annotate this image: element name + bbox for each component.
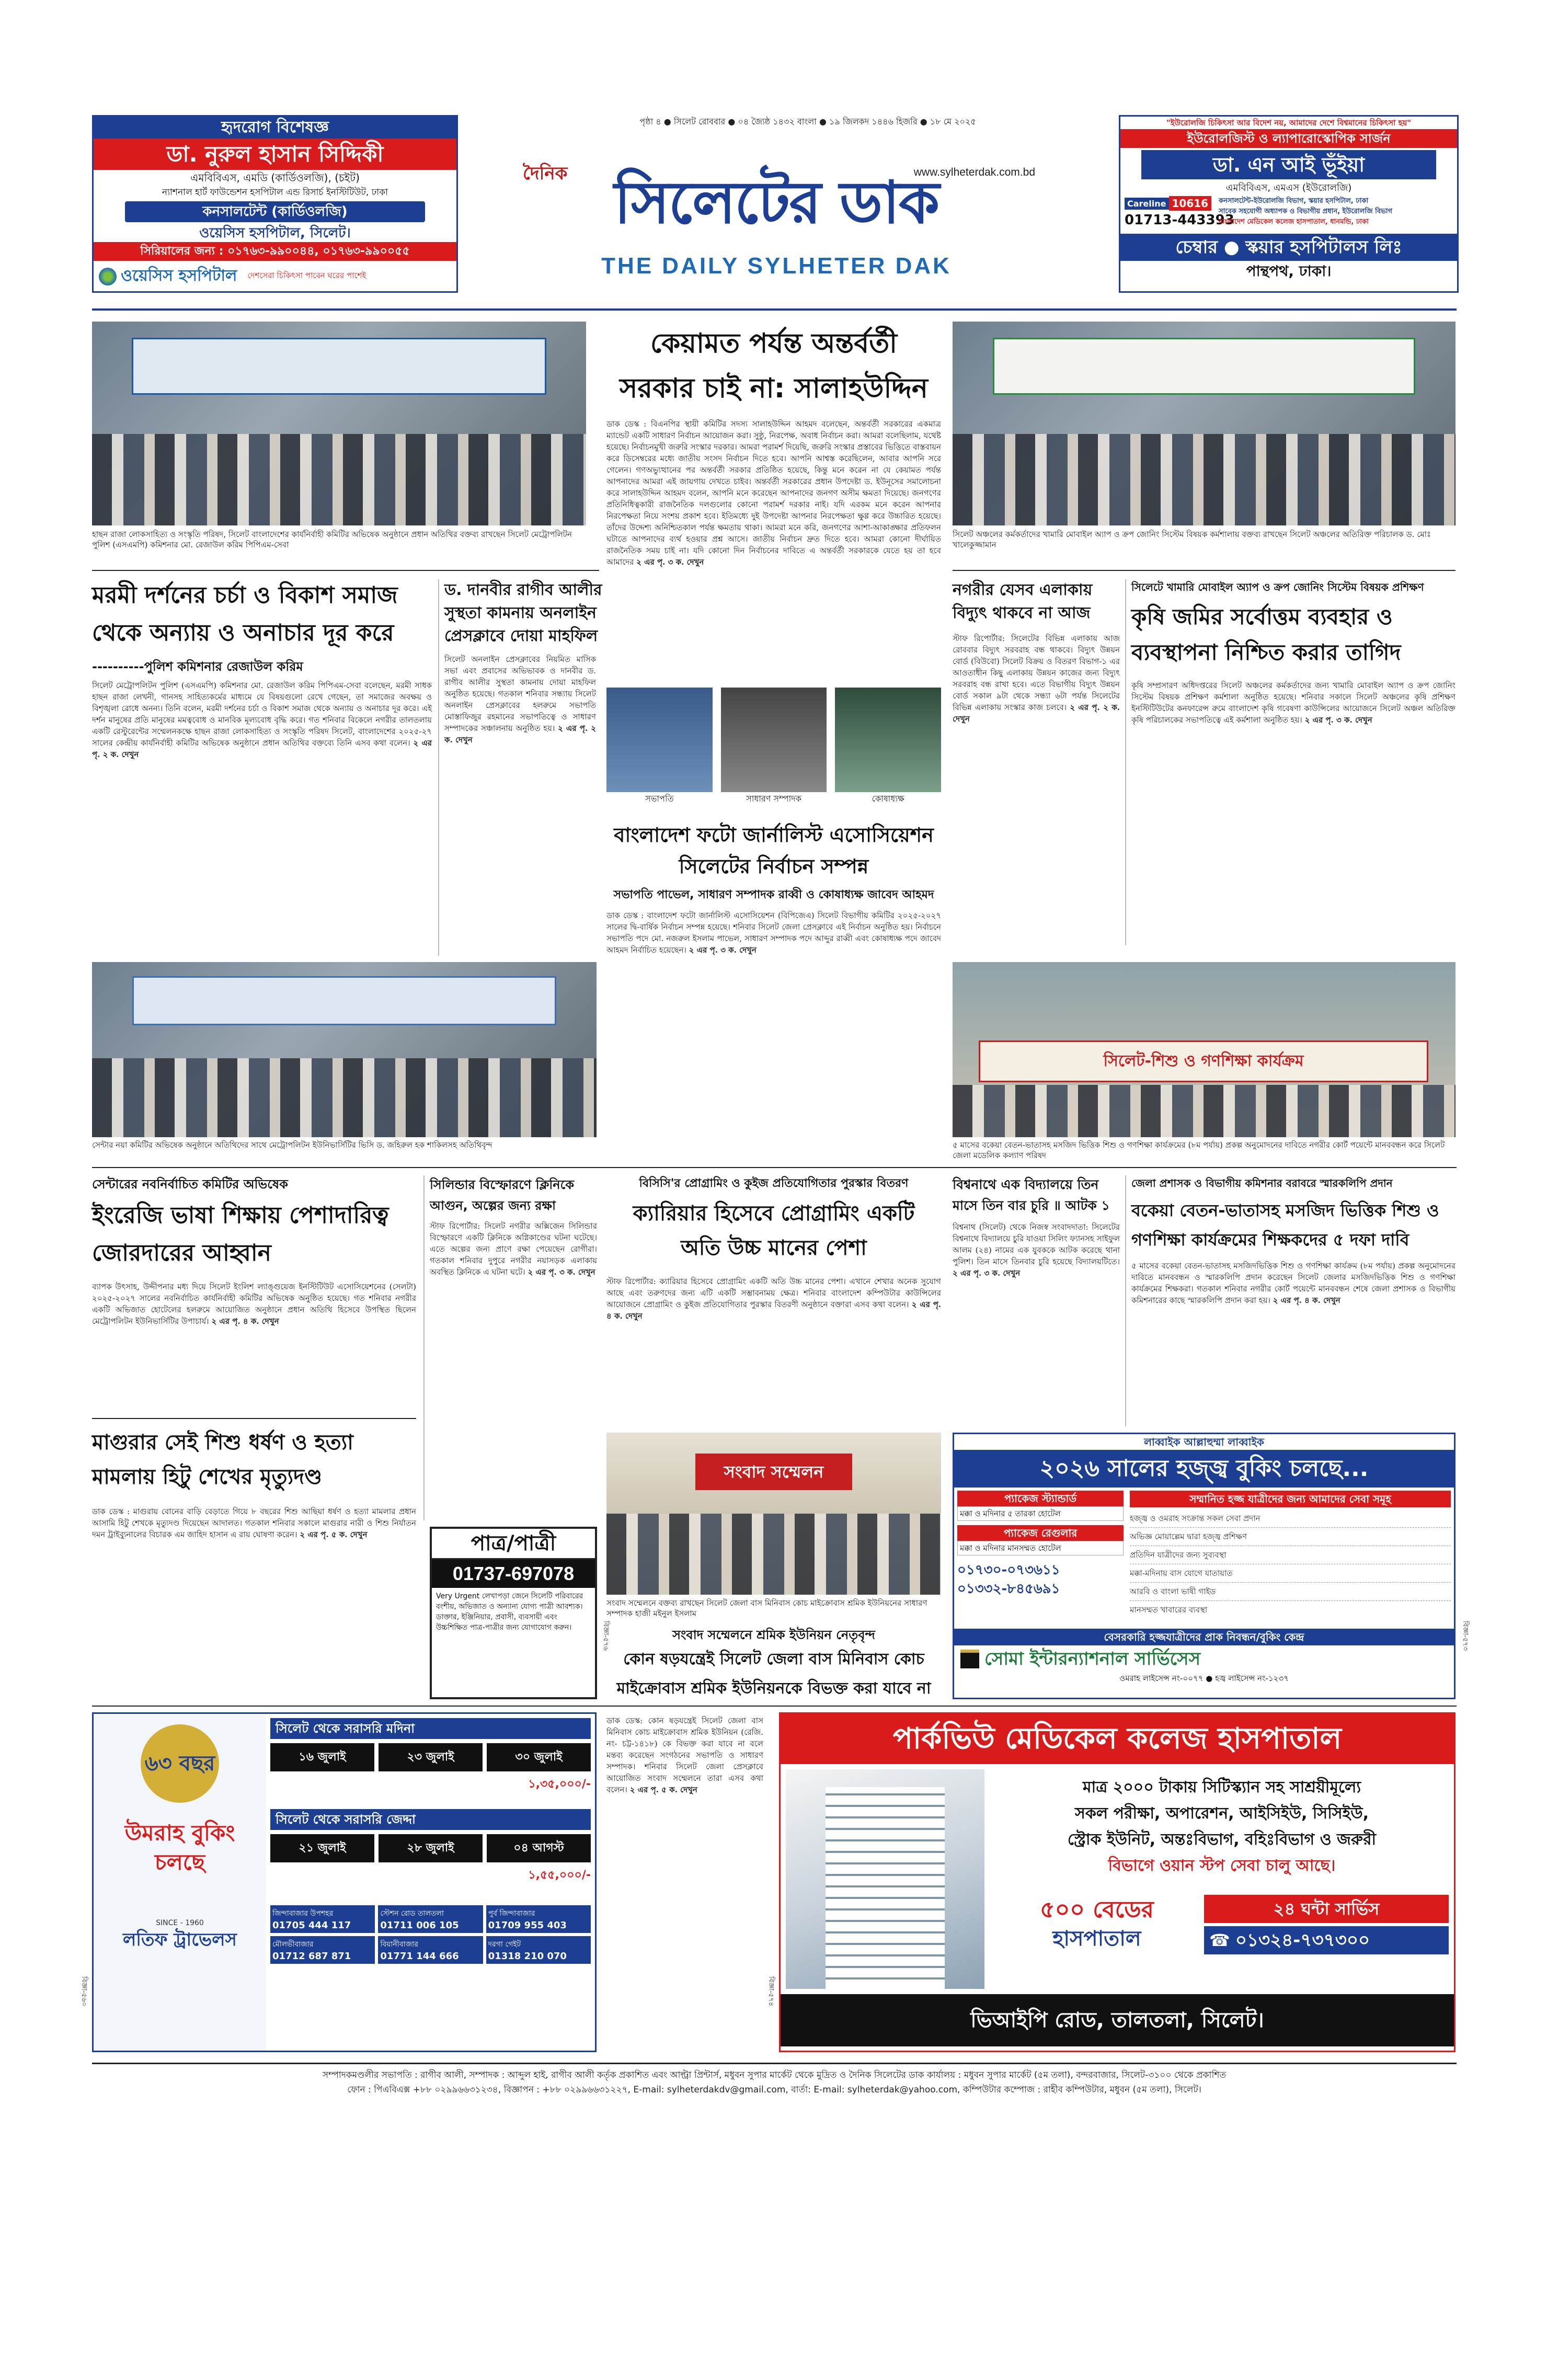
philosophy-byline: ----------পুলিশ কমিশনার রেজাউল করিম [92, 659, 303, 674]
hajj-title: ২০২৬ সালের হজ্জ্ব বুকিং চলছে... [954, 1450, 1454, 1487]
umrah-office [270, 1905, 375, 1933]
pj-continued[interactable]: ২ এর পৃ. ৩ ক. দেখুন [689, 945, 757, 955]
prayer-continued[interactable]: ২ এর পৃ. ২ ক. দেখুন [444, 724, 596, 745]
hajj-service-item: মানসম্মত খাবারের ব্যবস্থা [1130, 1605, 1208, 1615]
prayer-text: সিলেট অনলাইন প্রেসক্লাবের নিয়মিত মাসিক সভা এবং প্রবাসের অভিভাবক ও দানবীর ড. রাগীব আলীর সুস্থতা কামনায় দোয়া মাহফিল অনুষ্ঠিত হয়েছে। গতকাল শনিবার সন্ধ্যায় সিলেট অনলাইন প্রেসক্লাবের হলরুমে সভাপতি মোস্তাফিজুর রহমানের সভাপতিত্বে ও সাধারণ সম্পাদকের সঞ্চালনায় অনুষ্ঠিত হয়। [444, 655, 596, 733]
umrah-office-name: মৌলভীবাজার [272, 1940, 314, 1949]
memo-continued[interactable]: ২ এর পৃ. ৪ ক. দেখুন [1273, 1296, 1340, 1305]
prayer-headline-2: সুস্থতা কামনায় অনলাইন [444, 604, 597, 622]
theft-headline-2: মাসে তিন বার চুরি ॥ আটক ১ [953, 1198, 1110, 1213]
ad-parkview-hospital[interactable] [779, 1712, 1456, 2052]
umrah-date: ২৮ জুলাই [379, 1834, 483, 1862]
theft-continued[interactable]: ২ এর পৃ. ৩ ক. দেখুন [953, 1268, 1021, 1278]
magura-headline-2: মামলায় হিটু শেখের মৃত্যুদণ্ড [92, 1465, 323, 1489]
lead-story-text: ডাক ডেস্ক : বিএনপির স্থায়ী কমিটির সদস্য সালাহউদ্দিন আহমদ বলেছেন, অন্তর্বর্তী সরকারের একমাত্র ম্যান্ডেট একটি সাধারণ নির্বাচন আয়োজন করা। সুষ্ঠু, নিরপেক্ষ, অবাধ নির্বাচন করা। আমরা বলেছিলাম, যথেষ্ট হয়েছে। নির্বাচনমুখী জরুরি সংস্কার দরকার। আমরা পরামর্শ দিয়েছি, জরুরি সংস্কার প্রস্তাবের ভিত্তিতে বাস্তবায়ন করে ডিসেম্বরের মধ্যে জাতীয় সংসদ নির্বাচন দিতে হবে। আপনি আশ্বস্ত করেছিলেন, আবার আপনি সরে গেলেন। গণঅভ্যুত্থানের পর অন্তর্বর্তী সরকার প্রতিষ্ঠিত হয়েছে, কিন্তু মনে করেন না যে কেয়ামত পর্যন্ত আপনাদের আমরা এই জায়গায় দেখতে চাইব। অন্তর্বর্তী সরকারের প্রধান উপদেষ্টা ড. ইউনূসের সমালোচনা করে সালাহউদ্দিন আহমদ বলেন, আপনি মনে করেছেন আপনাদের জনগণ অসীম ক্ষমতা দিয়েছে। জনগণের প্রতিনিধিত্বকারী রাজনৈতিক দলগুলোর কোনো পরামর্শ দরকার নাই। যদি এরকম মনে করেন আপনার নিরপেক্ষতা নিয়ে সংশয় প্রকাশ হবে। ইতিমধ্যে দুই উপদেষ্টা আপনার নিরপেক্ষতা ক্ষুণ্ণ করে উচ্চারিত হয়েছে। তাঁদের উদ্দেশ্য অনিশ্চিতকাল পর্যন্ত ক্ষমতায় থাকা। আমরা মনে করি, জনগণের আশা-আকাঙ্ক্ষার প্রতিফলন ঘটাতে আপনাদের ব্যর্থ হওয়ার প্রশ্ন আসে। জাতীয় নির্বাচন দ্রুত দিতে হবে। আমরা কোনো দীর্ঘায়িত রাজনৈতিক সময় চাই না। যদি কোনো দিন নির্বাচনের দাবিতে এ অন্তর্বর্তী সরকারকে যেতে হয় তা হবে আমাদের [606, 419, 941, 567]
photo-press-conference [606, 1433, 941, 1595]
divider [92, 570, 599, 571]
column-divider [1125, 1175, 1126, 1426]
umrah-office [486, 1905, 591, 1933]
hajj-package2-detail: মক্কা ও মদিনার মানসম্মত হোটেল [957, 1541, 1124, 1555]
umrah-route1: সিলেট থেকে সরাসরি মদিনা [270, 1718, 591, 1739]
urologist-phone[interactable]: 01713-443393 [1125, 212, 1234, 228]
urologist-role1: কনসালটেন্ট-ইউরোলজি বিভাগ, স্কয়ার হসপিটাল, ঢাকা [1219, 197, 1369, 205]
hospital-line2: সকল পরীক্ষা, অপারেশন, আইসিইউ, সিসিইউ, [1075, 1804, 1369, 1823]
column-divider [1125, 579, 1126, 945]
divider [92, 1418, 416, 1419]
phone-icon: ☎ [1209, 1930, 1230, 1950]
photo-hason-raja-caption: হাছন রাজা লোকসাহিত্য ও সংস্কৃতি পরিষদ, সিলেট বাংলাদেশের কার্যনির্বাহী কমিটির অভিষেক অনুষ্ঠানে প্রধান অতিথির বক্তব্য রাখছেন সিলেট মেট্রোপলিটন পুলিশ (এসএমপি) কমিশনার মো. রেজাউল করিম পিপিএম-সেবা [92, 530, 572, 550]
magura-body [92, 1506, 416, 1699]
ad-cardiologist-degrees: এমবিবিএস, এমডি (কার্ডিওলজি), (চইট) [190, 171, 360, 184]
bus-kicker: সংবাদ সম্মেলনে শ্রমিক ইউনিয়ন নেতৃবৃন্দ [672, 1628, 875, 1642]
hajj-license: ওমরাহ লাইসেন্স নং-০০৭৭ ● হজ্ব লাইসেন্স নং-১২৩৭ [1119, 1674, 1289, 1683]
umrah-price-economy: ১,৩৫,০০০/- [528, 1778, 591, 1791]
umrah-ad-id: বিজ্ঞা-৫৬০ [80, 1976, 88, 2007]
photo-teachers-protest [953, 962, 1456, 1137]
umrah-date: ১৬ জুলাই [270, 1743, 374, 1771]
ad-hajj-booking[interactable] [953, 1433, 1456, 1699]
divider [953, 570, 1456, 571]
agri-text: কৃষি সম্প্রসারণ অধিদপ্তরের সিলেট অঞ্চলের কর্মকর্তাদের জন্য খামারি মোবাইল অ্যাপ ও ক্রপ জোনিং সিস্টেম বিষয়ক প্রশিক্ষণ কর্মশালা অনুষ্ঠিত হয়েছে। শনিবার সকালে সিলেট অঞ্চলের কৃষি প্রশিক্ষণ ইনস্টিটিউটের কনফারেন্স রুমে বাংলাদেশ কৃষি গবেষণা কাউন্সিলের আয়োজনে সিলেট অঞ্চল অতিরিক্ত কৃষি পরিচালকের সভাপতিত্বে এই কর্মশালা অনুষ্ঠিত হয়। [1131, 681, 1456, 725]
ad-cardiologist-institute: ন্যাশনাল হার্ট ফাউন্ডেশন হসপিটাল এন্ড রিসার্চ ইনস্টিটিউট, ঢাকা [162, 187, 388, 198]
english-kicker: সেন্টারের নবনির্বাচিত কমিটির অভিষেক [92, 1177, 288, 1192]
urologist-role2: সাবেক সহযোগী অধ্যাপক ও বিভাগীয় প্রধান, ইউরোলজি বিভাগ [1219, 208, 1393, 215]
photo-teachers-caption: ৫ মাসের বকেয়া বেতন-ভাতাসহ মসজিদ ভিত্তিক শিশু ও গণশিক্ষা কার্যক্রমের (৮ম পর্যায়) প্রকল্প অনুমোদনের দাবিতে নগরীর কোর্ট পয়েন্টে মানববন্ধন করে সিলেট জেলা মডেলিক কল্যাণ পরিষদ [953, 1140, 1445, 1160]
umrah-office [270, 1936, 375, 1964]
hajj-service-item: অভিজ্ঞ মোয়াল্লেম দ্বারা হজ্জ্ব প্রশিক্ষণ [1130, 1528, 1451, 1546]
pj-text: ডাক ডেস্ক : বাংলাদেশ ফটো জার্নালিস্ট এসোসিয়েশন (বিপিজেএ) সিলেট বিভাগীয় কমিটির ২০২৫-২০২৭ সালের দ্বি-বার্ষিক নির্বাচন সম্পন্ন হয়েছে। শনিবার সিলেট জেলা প্রেসক্লাবে এই নির্বাচন অনুষ্ঠিত হয়। নির্বাচনে সভাপতি পদে মো. নজরুল ইসলাম পাভেল, সাধারণ সম্পাদক পদে আব্দুর রাব্বী এবং কোষাধ্যক্ষ পদে জাবেদ আহমদ নির্বাচিত হয়েছেন। [606, 911, 941, 955]
memo-headline-2: গণশিক্ষা কার্যক্রমের শিক্ষকদের ৫ দফা দাবি [1131, 1230, 1410, 1250]
masthead [0, 0, 1547, 314]
footer-rule [92, 2063, 1457, 2064]
photo-press-caption: সংবাদ সম্মেলনে বক্তব্য রাখছেন সিলেট জেলা বাস মিনিবাস কোচ মাইক্রোবাস শ্রমিক ইউনিয়নের সাধারণ সম্পাদক হাজী মইনুল ইসলাম [606, 1598, 927, 1618]
umrah-date: ২১ জুলাই [270, 1834, 374, 1862]
philosophy-text: সিলেট মেট্রোপলিটন পুলিশ (এসএমপি) কমিশনার মো. রেজাউল করিম পিপিএম-সেবা বলেছেন, মরমী সাধক হাছন রাজা লেখনী, গানসহ সাহিত্যকর্মের মাধ্যমে যে বিষয়গুলো রেখে গেছেন, তা সমাজের অবক্ষয় ও বিশৃঙ্খলা রোধে অনন্য। তিনি বলেন, মরমী দর্শনের চর্চা ও বিকাশ সমাজ থেকে অন্যায় ও অনাচার দূর করে। এই দর্শন মানুষের প্রতি মানুষের মমত্ববোধ ও মানবিক মূল্যবোধ বৃদ্ধি করে। গত শনিবার বিকেলে নগরীর তালতলায় একটি রেস্টুরেন্টের সম্মেলনকক্ষে হাছন রাজা লোকসাহিত্য ও সংস্কৃতি পরিষদ সিলেট, বাংলাদেশের ২০২৫-২৭ সালের কেন্দ্রীয় কার্যনির্বাহী কমিটির অভিষেক অনুষ্ঠানে প্রধান অতিথির বক্তব্যে তিনি এসব কথা বলেন। [92, 681, 432, 748]
photo-selta-event [92, 962, 597, 1137]
pj-headline-1: বাংলাদেশ ফটো জার্নালিস্ট এসোসিয়েশন [614, 823, 934, 846]
clinic-continued[interactable]: ২ এর পৃ. ৩ ক. দেখুন [528, 1267, 595, 1277]
clinic-headline-2: আগুন, অল্পের জন্য রক্ষা [430, 1198, 556, 1213]
masthead-rule [92, 308, 1457, 311]
programming-text: স্টাফ রিপোর্টার: ক্যারিয়ার হিসেবে প্রোগ্রামিং একটি অতি উচ্চ মানের পেশা। এখানে শেখার অনেক সুযোগ আছে এবং তরুণদের জন্য এটি একটি সম্ভাবনাময় ক্ষেত্র। শনিবার বাংলাদেশ কম্পিউটার কাউন্সিলের আয়োজনে প্রোগ্রামিং ও কুইজ প্রতিযোগিতার পুরস্কার বিতরণী অনুষ্ঠানে বক্তারা এসব কথা বলেন। [606, 1277, 941, 1309]
umrah-title: উমরাহ বুকিং চলছে [124, 1820, 235, 1875]
umrah-office-name: দরগা গেইট [488, 1940, 521, 1949]
umrah-office-name: জিন্দাবাজার উপশহর [272, 1909, 334, 1918]
agri-kicker: সিলেটে খামারি মোবাইল অ্যাপ ও ক্রপ জোনিং সিস্টেম বিষয়ক প্রশিক্ষণ [1131, 581, 1424, 593]
power-body [953, 633, 1120, 946]
umrah-years-badge: ৬৩ বছর [141, 1724, 219, 1803]
hajj-company: সোমা ইন্টারন্যাশনাল সার্ভিসেস [984, 1649, 1201, 1669]
footer-imprint: সম্পাদকমণ্ডলীর সভাপতি : রাগীব আলী, সম্পাদক : আব্দুল হাই, রাগীব আলী কর্তৃক প্রকাশিত এবং আল্ট্রা প্রিন্টার্স, মধুবন সুপার মার্কেট থেকে মুদ্রিত ও দৈনিক সিলেটের ডাক কার্যালয় : মধুবন সুপার মার্কেট (৫ম তলা), বন্দরবাজার, সিলেট-৩১০০ থেকে প্রকাশিত [322, 2070, 1227, 2080]
theft-text: বিশ্বনাথ (সিলেট) থেকে নিজস্ব সংবাদদাতা: সিলেটের বিশ্বনাথে বিদ্যালয়ে চুরি যাওয়া সিলিং ফ্যানসহ সাইফুল আলম (২৪) নামের এক যুবককে আটক করেছে থানা পুলিশ। তিন মাসে তিনবার চুরি হয়েছে বিদ্যালয়টিতে। [953, 1222, 1120, 1266]
english-text: ব্যাপক উৎসাহ, উদ্দীপনার মধ্য দিয়ে সিলেট ইংলিশ ল্যাঙ্গুয়েজ ইনস্টিটিউট এসোসিয়েশনের (সেলটা) ২০২৫-২০২৭ সালের নবনির্বাচিত কার্যনির্বাহী কমিটির অভিষেক অনুষ্ঠিত হয়েছে। গত শনিবার নগরীর একটি অভিজাত হোটেলের হলরুমে আয়োজিত অনুষ্ঠানে প্রধান অতিথি হিসেবে উপস্থিত ছিলেন মেট্রোপলিটন ইউনিভার্সিটির উপাচার্য। [92, 1282, 416, 1326]
bus-headline-1: কোন ষড়যন্ত্রেই সিলেট জেলা বাস মিনিবাস কোচ [623, 1650, 924, 1668]
bus-text: ডাক ডেস্ক: কোন ষড়যন্ত্রেই সিলেট জেলা বাস মিনিবাস কোচ মাইক্রোবাস শ্রমিক ইউনিয়ন (রেজি. নং- চট্ট-১৪১৮) কে বিভক্ত করা যাবে না বলে মন্তব্য করেছেন সংগঠনের সভাপতি ও সাধারণ সম্পাদক। শনিবার সিলেট জেলা প্রেসক্লাবে আয়োজিত সংবাদ সম্মেলনে তারা এসব কথা বলেন। [606, 1716, 763, 1794]
philosophy-continued[interactable]: ২ এর পৃ. ২ ক. দেখুন [92, 738, 432, 759]
photo-agri-caption: সিলেট অঞ্চলের কর্মকর্তাদের খামারি মোবাইল অ্যাপ ও ক্রপ জোনিং সিস্টেম বিষয়ক কর্মশালায় বক্তব্য রাখছেন সিলেট অঞ্চলের অতিরিক্ত পরিচালক ড. মোঃ খালেকুজ্জামান [953, 530, 1431, 550]
memo-headline-1: বকেয়া বেতন-ভাতাসহ মসজিদ ভিত্তিক শিশু ও [1131, 1200, 1439, 1220]
umrah-office-phone[interactable]: 01705 444 117 [272, 1920, 351, 1931]
umrah-office [378, 1905, 483, 1933]
oasis-logo-icon [99, 268, 117, 285]
hospital-phone[interactable]: ০১৩২৪-৭৩৭৩০০ [1235, 1930, 1370, 1951]
agri-continued[interactable]: ২ এর পৃ. ৩ ক. দেখুন [1304, 715, 1372, 725]
logo-small-word: দৈনিক [523, 163, 568, 184]
prayer-headline-3: প্রেসক্লাবে দোয়া মাহফিল [444, 627, 598, 645]
hajj-package1-title: প্যাকেজ স্ট্যান্ডার্ড [957, 1491, 1124, 1506]
pj-headline-2: সিলেটের নির্বাচন সম্পন্ন [679, 855, 869, 878]
clinic-headline-1: সিলিন্ডার বিস্ফোরণে ক্লিনিকে [430, 1177, 575, 1192]
careline-label: Careline [1125, 198, 1169, 210]
programming-headline-2: অতি উচ্চ মানের পেশা [681, 1236, 867, 1260]
portrait-label: কোষাধ্যক্ষ [872, 794, 904, 804]
portrait-treasurer [835, 688, 941, 792]
hajj-tagline: বেসরকারি হজ্জযাত্রীদের প্রাক নিবন্ধন/বুকিং কেন্দ্র [954, 1629, 1454, 1645]
umrah-date: ২৩ জুলাই [379, 1743, 483, 1771]
portrait-label: সাধারণ সম্পাদক [746, 794, 801, 804]
umrah-office-name: পুর্ব জিন্দাবাজার [488, 1909, 535, 1918]
classified-title: পাত্র/পাত্রী [432, 1529, 595, 1560]
press-ad-id: বিজ্ঞা-৫৭৪ [767, 1976, 775, 2007]
hospital-line4: বিভাগে ওয়ান স্টপ সেবা চালু আছে। [1108, 1857, 1336, 1875]
pj-body [606, 910, 941, 1135]
photo-agri-workshop [953, 322, 1456, 525]
prayer-headline-1: ড. দানবীর রাগীব আলীর [444, 581, 602, 599]
hajj-service-item: মক্কা-মদিনায় বাস যোগে যাতায়াত [1130, 1564, 1451, 1583]
hajj-phone2[interactable]: ০১৩৩২-৮৪৫৬৯১ [957, 1581, 1060, 1597]
lead-headline-1: কেয়ামত পর্যন্ত অন্তর্বর্তী [650, 328, 898, 359]
magura-text: ডাক ডেস্ক : মাগুরায় বোনের বাড়ি বেড়াতে গিয়ে ৮ বছরের শিশু আছিয়া ধর্ষণ ও হত্যা মামলার প্রধান আসামি হিটু শেখকে মৃত্যুদণ্ড দিয়েছেন আদালত। গতকাল শনিবার সকালে মাগুরার নারী ও শিশু নির্যাতন দমন ট্রাইব্যুনালের বিচারক এম জাহিদ হাসান এ রায় ঘোষণা করেন। [92, 1507, 416, 1539]
umrah-office-phone[interactable]: 01771 144 666 [380, 1951, 459, 1962]
hajj-top: লাব্বাইক আল্লাহুম্মা লাব্বাইক [1144, 1436, 1264, 1448]
umrah-date: ৩০ জুলাই [487, 1743, 591, 1771]
power-headline-2: বিদ্যুৎ থাকবে না আজ [953, 604, 1091, 622]
prayer-body [444, 654, 596, 952]
ad-urologist-heading: ইউরোলজিস্ট ও ল্যাপারোস্কোপিক সার্জন [1120, 129, 1457, 148]
power-text: স্টাফ রিপোর্টার: সিলেটের বিভিন্ন এলাকায় আজ রোববার বিদ্যুৎ সরবরাহ বন্ধ থাকবে। বিদ্যুৎ উন্নয়ন বোর্ড (বিউবো) সিলেট বিক্রয় ও বিতরণ বিভাগ-১ এর আওতাধীন কিছু এলাকায় উন্নয়ন কাজের জন্য বিদ্যুৎ সরবরাহ বন্ধ রাখা হবে। এতে বিভাগীয় বিদ্যুৎ উন্নয়ন বোর্ড সকাল ৯টা থেকে সন্ধ্যা ৬টা পর্যন্ত সিলেটের বিভিন্ন এলাকায় সংস্কার কাজ চলবে। [953, 634, 1120, 712]
hajj-service-item: আরবি ও বাংলা ভাষী গাইড [1130, 1583, 1451, 1601]
ad-urologist-doctor: ডা. এন আই ভূঁইয়া [1141, 150, 1436, 179]
magura-continued[interactable]: ২ এর পৃ. ৫ ক. দেখুন [300, 1530, 368, 1539]
oasis-logo-text: ওয়েসিস হসপিটাল [121, 267, 237, 285]
umrah-office [378, 1936, 483, 1964]
ad-umrah-booking[interactable] [92, 1712, 597, 2052]
umrah-since: SINCE - 1960 [156, 1919, 204, 1927]
hospital-line1: মাত্র ২০০০ টাকায় সিটিস্ক্যান সহ সাশ্রয়ীমূল্যে [1082, 1778, 1361, 1797]
programming-kicker: বিসিসি'র প্রোগ্রামিং ও কুইজ প্রতিযোগিতার পুরস্কার বিতরণ [639, 1177, 909, 1190]
memo-body [1131, 1260, 1456, 1427]
agri-body [1131, 680, 1456, 941]
ad-cardiologist[interactable] [92, 115, 458, 293]
footer-contact: ফোন : পিএবিএক্স +৮৮ ০২৯৯৬৬৩১২৩৪, বিজ্ঞাপন : +৮৮ ০২৯৯৬৬৩১২২৭, E-mail: sylheterdakdv@gmail.com, বার্তা: E-mail: sylheterdak@yahoo.com, কম্পিউটার কম্পোজ : রাহীব কম্পিউটার, মধুবন (৫ম তলা), সিলেট। [347, 2085, 1201, 2095]
english-body [92, 1281, 416, 1412]
umrah-office-phone[interactable]: 01709 955 403 [488, 1920, 567, 1931]
hospital-title: পার্কভিউ মেডিকেল কলেজ হাসপাতাল [781, 1714, 1454, 1764]
portrait-general-secretary [721, 688, 827, 792]
umrah-office-name: স্টেশন রোড তালতলা [380, 1909, 444, 1918]
ad-urologist[interactable] [1119, 115, 1459, 293]
hospital-service: ২৪ ঘন্টা সার্ভিস [1204, 1895, 1449, 1923]
lead-headline-2: সরকার চাই না: সালাহউদ্দিন [620, 373, 928, 404]
hajj-phone1[interactable]: ০১৭৩০-০৭৩৬১১ [957, 1562, 1060, 1578]
clinic-body [430, 1220, 597, 1513]
column-divider [438, 579, 439, 956]
theft-body [953, 1221, 1120, 1431]
hajj-ad-id: বিজ্ঞা-৫৭৩ [1461, 1621, 1469, 1651]
hajj-service-item: প্রতিদিন যাত্রীদের জন্য সুব্যবস্থা [1130, 1546, 1451, 1564]
power-continued[interactable]: ২ এর পৃ. ২ ক. দেখুন [953, 703, 1120, 724]
divider [92, 1706, 1457, 1707]
memo-text: ৫ মাসের বকেয়া বেতন-ভাতাসহ মসজিদভিত্তিক শিশু ও গণশিক্ষা কার্যক্রম (৮ম পর্যায়) প্রকল্প অনুমোদনের দাবিতে মানববন্ধন ও স্মারকলিপি প্রদান করেছেন সিলেট জেলার মসজিদভিত্তিক শিশু ও গণশিক্ষা কার্যক্রমের শিক্ষকরা। গতকাল শনিবার নগরীর কোর্ট পয়েন্টে মানববন্ধন শেষে জেলা প্রশাসক ও বিভাগীয় কমিশনারের কাছে স্মারকলিপি প্রদান করা হয়। [1131, 1261, 1456, 1305]
ad-cardiologist-role: কনসালটেন্ট (কার্ডিওলজি) [125, 201, 425, 222]
umrah-price-standard: ১,৫৫,০০০/- [528, 1869, 591, 1882]
classified-matrimony[interactable] [430, 1527, 597, 1699]
portrait-strip [606, 688, 941, 813]
ad-cardiologist-heading: হৃদরোগ বিশেষজ্ঞ [94, 117, 456, 139]
hajj-package1-detail: মক্কা ও মদিনার ৫ তারকা হোটেল [957, 1506, 1124, 1521]
umrah-office-name: বিয়ানীবাজার [380, 1940, 418, 1949]
programming-headline-1: ক্যারিয়ার হিসেবে প্রোগ্রামিং একটি [633, 1202, 915, 1226]
programming-continued[interactable]: ২ এর পৃ. ৪ ক. দেখুন [606, 1300, 941, 1321]
philosophy-headline-2: থেকে অন্যায় ও অনাচার দূর করে [92, 620, 394, 646]
philosophy-body [92, 680, 432, 952]
classified-body: Very Urgent লেখাপড়া জেনে সিলেটি পরিবারের বংশীয়, অভিজাত ও অন্যান্য যোগ্য পাত্রী আবশ্যক। ডাক্তার, ইঞ্জিনিয়ার, প্রবাসী, ব্যবসায়ী এবং উচ্চশিক্ষিত পাত্র-পাত্রীর জন্য যোগাযোগ করুন। [436, 1592, 583, 1632]
ad-cardiologist-hospital: ওয়েসিস হসপিটাল, সিলেট। [199, 225, 351, 241]
umrah-company: লতিফ ট্রাভেলস [122, 1929, 237, 1950]
umrah-office [486, 1936, 591, 1964]
programming-body [606, 1276, 941, 1422]
kaaba-icon [960, 1650, 979, 1668]
photo-selta-caption: সেন্টার নয়া কমিটির অভিষেক অনুষ্ঠানে অতিথিদের সাথে মেট্রোপলিটন ইউনিভার্সিটির ভিসি ড. জহিরুল হক শাকিলসহ অতিথিবৃন্দ [92, 1140, 492, 1150]
clinic-text: স্টাফ রিপোর্টার: সিলেট নগরীর অক্সিজেন সিলিন্ডার বিস্ফোরণে একটি ক্লিনিকে অগ্নিকাণ্ডের ঘটনা ঘটেছে। এতে অল্পের জন্য প্রাণে রক্ষা পেয়েছেন রোগীরা। গতকাল শনিবার দুপুরে নগরীর নয়াসড়ক এলাকায় অবস্থিত ক্লিনিকে এ ঘটনা ঘটে। [430, 1221, 597, 1277]
umrah-office-phone[interactable]: 01318 210 070 [488, 1951, 567, 1962]
bus-body [606, 1715, 763, 2050]
classified-id: বিজ্ঞা-৫৭৬ [602, 1621, 610, 1651]
hajj-package2-title: প্যাকেজ রেগুলার [957, 1525, 1124, 1541]
classified-phone[interactable]: 01737-697078 [432, 1560, 595, 1588]
lead-story-body [606, 418, 941, 580]
portrait-president [606, 688, 713, 792]
agri-headline-1: কৃষি জমির সর্বোত্তম ব্যবহার ও [1131, 604, 1393, 630]
bus-headline-2: মাইক্রোবাস শ্রমিক ইউনিয়নকে বিভক্ত করা যাবে না [616, 1679, 931, 1698]
website-label[interactable]: www.sylheterdak.com.bd [913, 166, 1035, 178]
pj-subhead: সভাপতি পাভেল, সাধারণ সম্পাদক রাব্বী ও কোষাধ্যক্ষ জাবেদ আহমদ [613, 888, 934, 901]
hospital-beds-sub: হাসপাতাল [1052, 1927, 1141, 1951]
column-divider [423, 1175, 425, 1520]
ad-urologist-degrees: এমবিবিএস, এমএস (ইউরোলজি) [1225, 182, 1352, 193]
press-banner: সংবাদ সম্মেলন [695, 1454, 852, 1490]
careline-number[interactable]: 10616 [1169, 196, 1212, 211]
english-headline-2: জোরদারের আহ্বান [92, 1240, 271, 1266]
hospital-address: ভিআইপি রোড, তালতলা, সিলেট। [781, 1994, 1454, 2046]
protest-banner: সিলেট-শিশু ও গণশিক্ষা কার্যক্রম [979, 1040, 1428, 1082]
hospital-building-image [786, 1769, 984, 1989]
agri-headline-2: ব্যবস্থাপনা নিশ্চিত করার তাগিদ [1131, 639, 1401, 665]
philosophy-headline-1: মরমী দর্শনের চর্চা ও বিকাশ সমাজ [92, 582, 398, 609]
umrah-route2: সিলেট থেকে সরাসরি জেদ্দা [270, 1809, 591, 1830]
urologist-address: পান্থপথ, ঢাকা। [1246, 262, 1332, 280]
masthead-english-name: THE DAILY SYLHETER DAK [601, 253, 952, 279]
photo-hason-raja-event [92, 322, 586, 525]
oasis-tagline: দেশসেরা চিকিৎসা পাবেন ঘরের পাশেই [247, 271, 366, 280]
ad-cardiologist-doctor: ডা. নুরুল হাসান সিদ্দিকী [94, 139, 456, 170]
ad-cardiologist-serial: সিরিয়ালের জন্য : ০১৭৬৩-৯৯০০৪৪, ০১৭৬৩-৯৯০০৫৫ [94, 242, 456, 261]
magura-headline-1: মাগুরার সেই শিশু ধর্ষণ ও হত্যা [92, 1431, 353, 1455]
power-headline-1: নগরীর যেসব এলাকায় [953, 581, 1093, 599]
urologist-chamber: চেম্বার ● স্কয়ার হসপিটালস লিঃ [1120, 234, 1457, 261]
ad-urologist-note: "ইউরোলজি চিকিৎসা আর বিদেশ নয়, আমাদের দেশে বিশ্বমানের চিকিৎসা হয়" [1166, 118, 1412, 128]
hajj-services-title: সম্মানিত হজ্জ যাত্রীদের জন্য আমাদের সেবা সমূহ [1130, 1491, 1451, 1507]
masthead-logo[interactable]: সিলেটের ডাক [614, 169, 939, 237]
umrah-office-phone[interactable]: 01712 687 871 [272, 1951, 351, 1962]
memo-kicker: জেলা প্রশাসক ও বিভাগীয় কমিশনার বরাবরে স্মারকলিপি প্রদান [1131, 1177, 1393, 1189]
divider [92, 1167, 1457, 1168]
lead-story-continued[interactable]: ২ এর পৃ. ৩ ক. দেখুন [636, 557, 704, 567]
english-headline-1: ইংরেজি ভাষা শিক্ষায় পেশাদারিত্ব [92, 1202, 389, 1229]
hospital-line3: স্ট্রোক ইউনিট, অন্তঃবিভাগ, বহিঃবিভাগ ও জরুরী [1067, 1830, 1377, 1849]
date-line: পৃষ্ঠা ৪ ● সিলেট রোববার ● ০৪ জ্যৈষ্ঠ ১৪৩২ বাংলা ● ১৯ জিলকদ ১৪৪৬ হিজরি ● ১৮ মে ২০২৫ [639, 117, 976, 127]
umrah-date: ০৪ আগস্ট [487, 1834, 591, 1862]
hajj-service-item: হজ্জ্ব ও ওমরাহ সংক্রান্ত সকল সেবা প্রদান [1130, 1509, 1451, 1528]
theft-headline-1: বিশ্বনাথে এক বিদ্যালয়ে তিন [953, 1177, 1099, 1192]
bus-continued[interactable]: ২ এর পৃ. ৫ ক. দেখুন [629, 1785, 697, 1794]
hospital-beds: ৫০০ বেডের [1040, 1896, 1154, 1923]
umrah-office-phone[interactable]: 01711 006 105 [380, 1920, 459, 1931]
english-continued[interactable]: ২ এর পৃ. ৪ ক. দেখুন [211, 1317, 279, 1326]
portrait-label: সভাপতি [645, 794, 674, 804]
urologist-role3: বাংলাদেশ মেডিকেল কলেজ হাসপাতাল, ধানমন্ডি, ঢাকা [1219, 218, 1369, 226]
